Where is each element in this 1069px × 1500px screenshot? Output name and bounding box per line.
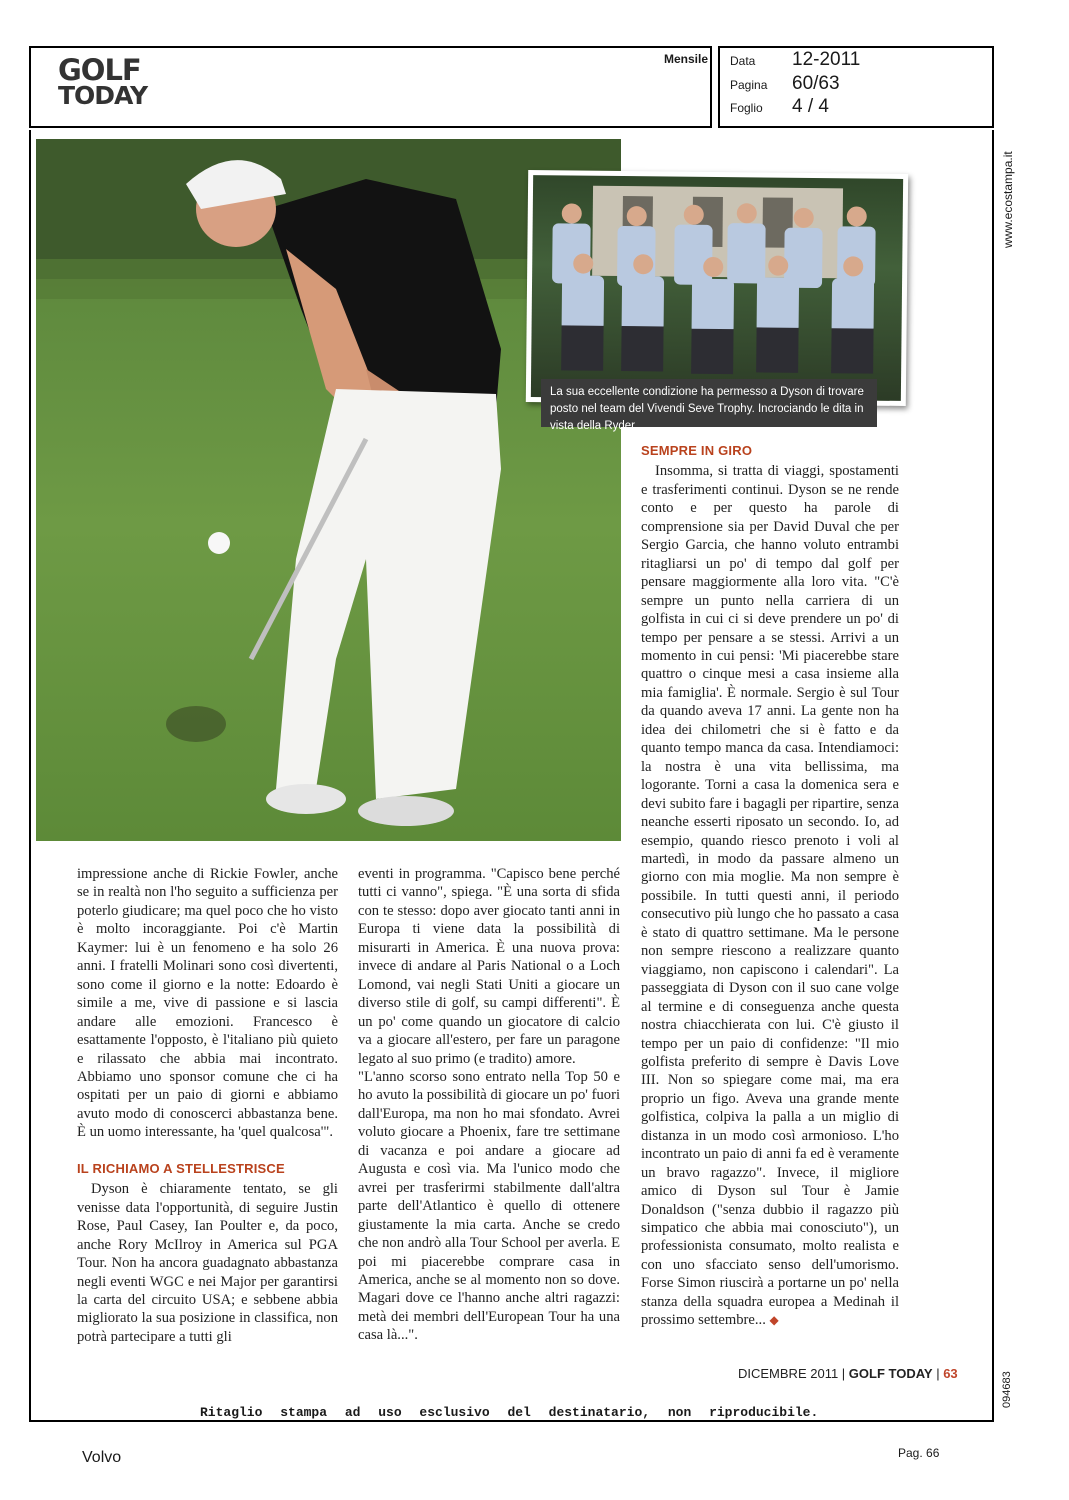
page-footer: DICEMBRE 2011 | GOLF TODAY | 63 [738,1366,958,1381]
date-value: 12-2011 [792,49,861,70]
website-vertical: www.ecostampa.it [1001,151,1015,248]
section-heading-sempre-in-giro: SEMPRE IN GIRO [641,443,753,458]
team-photo [526,170,908,406]
page-reference: Pag. 66 [898,1446,940,1460]
reproduction-notice: Ritaglio stampa ad uso esclusivo del destinatario, non riproducibile. [200,1405,819,1420]
brand-name: Volvo [82,1449,122,1466]
end-mark-icon: ◆ [769,1313,779,1328]
logo-line1: GOLF [58,53,141,87]
paragraph: "L'anno scorso sono entrato nella Top 50 e ho avuto la possibilità di giocare un po' fuori dall'Europa, ma non ho mai sfondato. Avrei voluto giocare a Phoenix, fare tre settimane di vacanza e poi andare a giocare ad Augusta e così via. Ma l'unico modo che avrei per trasferirmi stabilmente dall'altra parte dell'Atlantico è quello di ottenere giustamente la mia carta. Anche se credo che non andrò alla Tour School per averla. E poi mi piacerebbe comprare casa in America, anche se al momento non so dove. Magari dove ce l'hanno anche altri ragazzi: metà dei membri dell'European Tour ha una casa là...". [358,1068,620,1344]
sheet-label: Foglio [730,101,763,115]
magazine-logo [58,53,148,110]
paragraph: impressione anche di Rickie Fowler, anche se in realtà non l'ho seguito a sufficienza per poterlo giudicare; ma quel poco che ho visto è molto incoraggiante. Poi c'è Martin Kaymer: lui è un fenomeno e ha solo 26 anni. I fratelli Molinari sono così divertenti, sono come il giorno e la notte: Edoardo è simile a me, vive di passione e si lascia andare alle emozioni. Francesco è esattamente l'opposto, è l'italiano più quieto e rilassato che abbia mai incontrato. Abbiamo uno sponsor comune che ci ha ospitati per un paio di giorni e abbiamo avuto modo di conoscerci abbastanza bene. È un uomo interessante, ha 'quel qualcosa'". [77,866,338,1141]
date-label: Data [730,54,756,68]
paragraph: Dyson è chiaramente tentato, se gli venisse data l'opportunità, di seguire Justin Rose, Paul Casey, Ian Poulter e, da poco, anche Rory McIlroy in America sul PGA Tour. Non ha ancora guadagnato abbastanza negli eventi WGC e nei Major per garantirsi la carta del circuito USA; e sebbene abbia migliorato la sua posizione in classifica, non potrà partecipare a tutti gli [77,1181,338,1345]
footer-page-number: 63 [943,1366,958,1381]
paragraph [641,462,899,1329]
page-label: Pagina [730,78,768,92]
article-column-left [77,865,338,1346]
page-value: 60/63 [792,73,840,94]
article-column-right [641,442,899,1330]
team-illustration [531,175,903,401]
photo-caption: La sua eccellente condizione ha permesso a Dyson di trovare posto nel team del Vivendi Seve Trophy. Incrociando le dita in vista della Ryder... [550,386,864,432]
paragraph-text: Insomma, si tratta di viaggi, spostamenti e trasferimenti continui. Dyson se ne rende conto e per questo ha parole di comprensione sia per David Duval che per Sergio Garcia, che hanno voluto entrambi ritagliarsi un po' di tempo dal golf per pensare maggiormente alla loro vita. "C'è sempre un punto nella carriera di un golfista in cui ci si deve prendere un po' di tempo per pensare a se stessi. Arrivi a un momento in cui pensi: 'Mi piacerebbe stare quattro o cinque mesi a casa insieme alla mia famiglia'. È normale. Sergio è sul Tour da quando aveva 17 anni. La gente non ha idea dei chilometri che si è fatto e da quanto tempo manca da casa. Intendiamoci: la nostra è una vita bellissima, ma logorante. Torni a casa la domenica sera e devi subito fare i bagagli per ripartire, senza neanche esserti riposato un secondo. Io, ad esempio, quando riesco prenoto i voli al martedì, in modo da passare almeno un giorno con mia moglie. Ma non sempre è possibile. In tutti questi anni, il periodo consecutivo più lungo che ho passato a casa è stato di quattro settimane. Ma le persone non sempre riescono a realizzare quanto viaggiamo, non capiscono i calendari". La passeggiata di Dyson con il suo cane volge al termine e di conseguenza anche questa nostra chiacchierata con lui. C'è giusto il tempo per un paio di confidenze: "Il mio golfista preferito di sempre è Davis Love III. Non so spiegare come mai, ma era proprio un figo. Aveva una grande mente golfistica, colpiva la palla a un miglio di distanza in un modo così armonioso. L'ho incontrato un paio di anni fa ed è veramente un bravo ragazzo". Invece, il migliore amico di Dyson sul Tour è Jamie Donaldson ("senza dubbio il ragazzo più simpatico che abbia mai conosciuto"), un professionista consumato, molto realista e con uno sfacciato senso dell'umorismo. Forse Simon riuscirà a portarne un po' nella stanza della squadra europea a Medinah il prossimo settembre... [641,463,899,1329]
clipping-code: 094683 [1001,1371,1013,1408]
periodicity: Mensile [664,52,709,66]
footer-magazine: GOLF TODAY [848,1366,933,1381]
article-column-middle [358,865,620,1345]
logo-line2: TODAY [58,81,148,110]
issue-date: DICEMBRE 2011 [738,1366,839,1381]
section-heading-richiamo: IL RICHIAMO A STELLESTRISCE [77,1160,285,1176]
paragraph: eventi in programma. "Capisco bene perché tutti ci vanno", spiega. "È una sorta di sfida con te stesso: dopo aver giocato tanti anni in Europa ti viene data la possibilità di misurarti in America. È una nuova prova: invece di andare al Paris National o a Loch Lomond, vai negli Stati Uniti a giocare un diverso stile di golf, su campi differenti". È un po' come quando un giocatore di calcio va a giocare all'estero, per fare un paragone legato al suo primo (e tradito) amore. [358,866,620,1067]
sheet-value: 4 / 4 [792,96,829,117]
